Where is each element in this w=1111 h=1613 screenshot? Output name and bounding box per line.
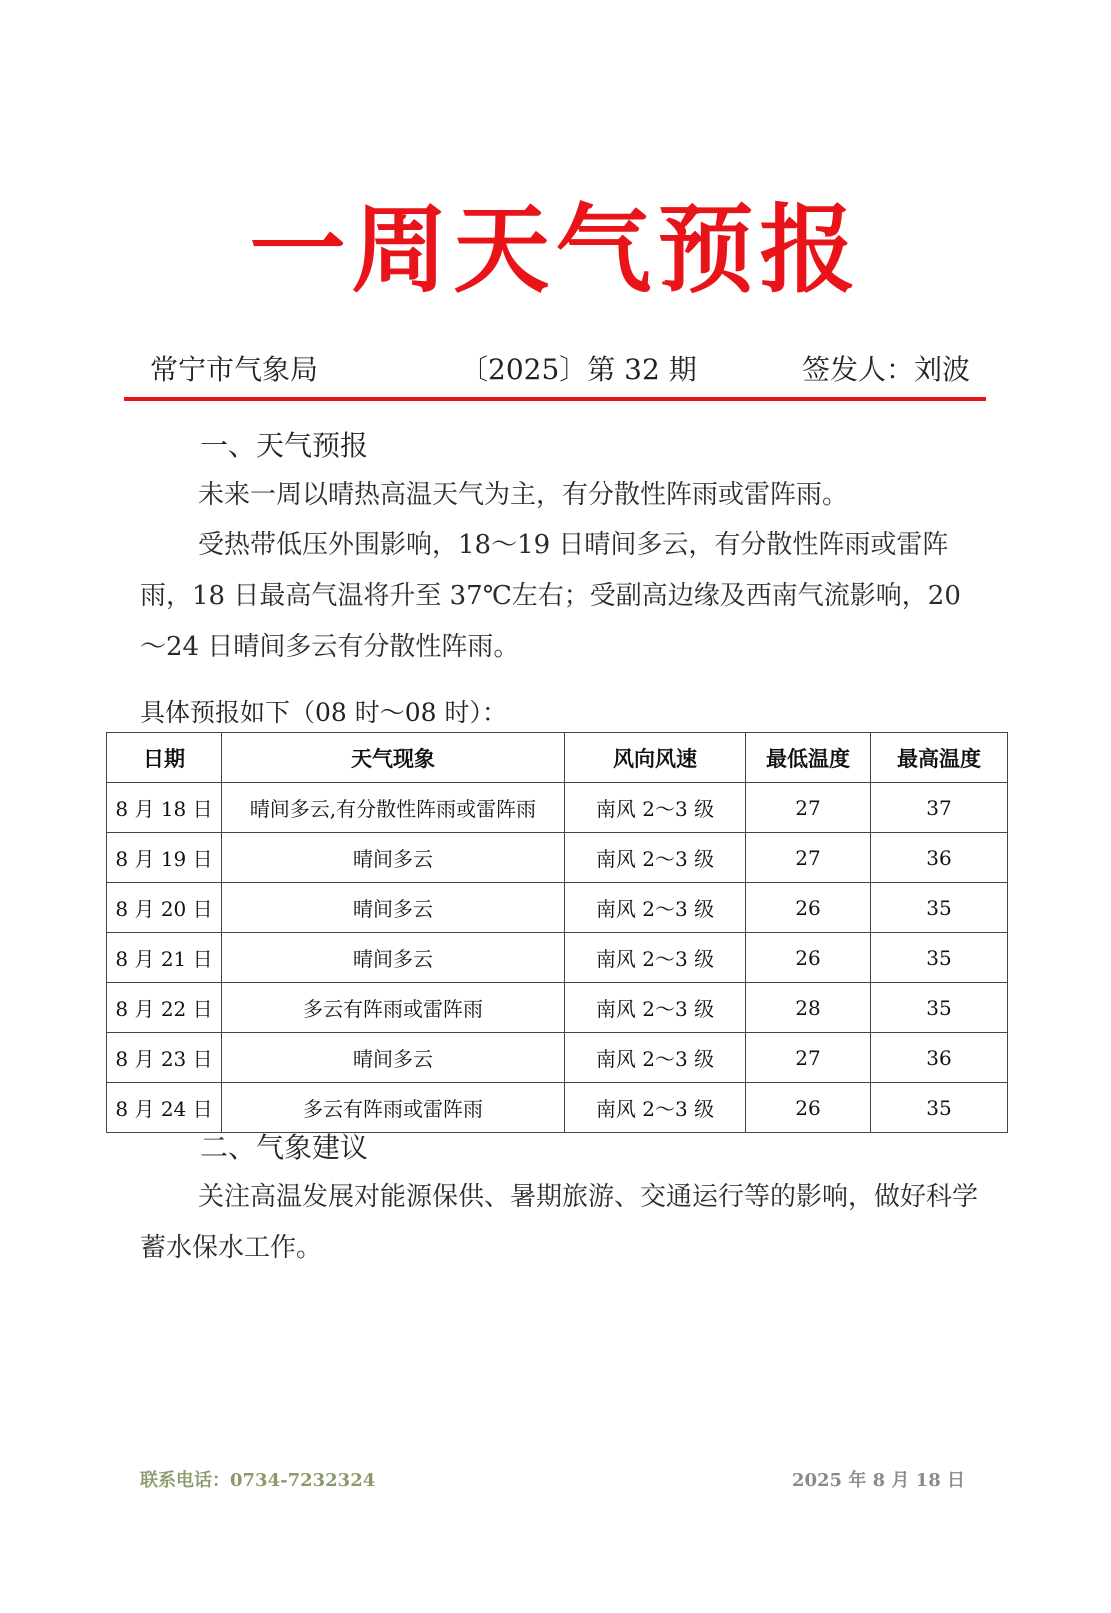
- cell-weather: 多云有阵雨或雷阵雨: [222, 983, 565, 1033]
- cell-min-temp: 28: [746, 983, 871, 1033]
- cell-weather: 晴间多云,有分散性阵雨或雷阵雨: [222, 783, 565, 833]
- table-row: [107, 833, 1008, 883]
- cell-date: 8 月 22 日: [107, 983, 222, 1033]
- cell-max-temp: 35: [871, 883, 1008, 933]
- table-row: [107, 933, 1008, 983]
- cell-wind: 南风 2～3 级: [565, 833, 746, 883]
- table-row: [107, 1033, 1008, 1083]
- issue-number: 〔2025〕第 32 期: [460, 353, 697, 386]
- cell-weather: 晴间多云: [222, 933, 565, 983]
- section-heading-forecast: 一、天气预报: [200, 429, 369, 462]
- cell-min-temp: 26: [746, 883, 871, 933]
- cell-min-temp: 27: [746, 1033, 871, 1083]
- cell-wind: 南风 2～3 级: [565, 1083, 746, 1133]
- section-heading-advice: 二、气象建议: [200, 1131, 369, 1164]
- cell-date: 8 月 24 日: [107, 1083, 222, 1133]
- table-row: [107, 1083, 1008, 1133]
- cell-date: 8 月 18 日: [107, 783, 222, 833]
- cell-max-temp: 37: [871, 783, 1008, 833]
- cell-wind: 南风 2～3 级: [565, 783, 746, 833]
- cell-weather: 晴间多云: [222, 1033, 565, 1083]
- table-row: [107, 983, 1008, 1033]
- cell-wind: 南风 2～3 级: [565, 1033, 746, 1083]
- cell-min-temp: 27: [746, 833, 871, 883]
- issue-header: [150, 350, 970, 390]
- col-header-wind: 风向风速: [565, 733, 746, 783]
- cell-weather: 晴间多云: [222, 883, 565, 933]
- issue-date: 2025 年 8 月 18 日: [791, 1470, 965, 1491]
- forecast-detail: 受热带低压外围影响，18～19 日晴间多云，有分散性阵雨或雷阵雨，18 日最高气温将升至 37℃左右；受副高边缘及西南气流影响，20～24 日晴间多云有分散性阵雨。: [140, 530, 961, 662]
- cell-max-temp: 35: [871, 933, 1008, 983]
- cell-date: 8 月 21 日: [107, 933, 222, 983]
- cell-min-temp: 26: [746, 933, 871, 983]
- cell-max-temp: 36: [871, 1033, 1008, 1083]
- col-header-max-temp: 最高温度: [871, 733, 1008, 783]
- col-header-weather: 天气现象: [222, 733, 565, 783]
- cell-max-temp: 35: [871, 1083, 1008, 1133]
- cell-min-temp: 26: [746, 1083, 871, 1133]
- advice-text: 关注高温发展对能源保供、暑期旅游、交通运行等的影响，做好科学蓄水保水工作。: [140, 1182, 979, 1263]
- table-row: [107, 883, 1008, 933]
- col-header-min-temp: 最低温度: [746, 733, 871, 783]
- contact-phone: 联系电话：0734-7232324: [140, 1470, 376, 1491]
- cell-weather: 晴间多云: [222, 833, 565, 883]
- cell-date: 8 月 19 日: [107, 833, 222, 883]
- cell-wind: 南风 2～3 级: [565, 933, 746, 983]
- issuing-org: 常宁市气象局: [150, 353, 319, 386]
- signer: 签发人：刘波: [801, 353, 970, 386]
- forecast-table: [106, 732, 1008, 1133]
- cell-weather: 多云有阵雨或雷阵雨: [222, 1083, 565, 1133]
- cell-min-temp: 27: [746, 783, 871, 833]
- header-divider: [124, 397, 986, 401]
- cell-max-temp: 36: [871, 833, 1008, 883]
- col-header-date: 日期: [107, 733, 222, 783]
- cell-date: 8 月 20 日: [107, 883, 222, 933]
- cell-date: 8 月 23 日: [107, 1033, 222, 1083]
- table-header-row: [107, 733, 1008, 783]
- forecast-summary: 未来一周以晴热高温天气为主，有分散性阵雨或雷阵雨。: [198, 480, 849, 510]
- table-row: [107, 783, 1008, 833]
- cell-max-temp: 35: [871, 983, 1008, 1033]
- table-caption: 具体预报如下（08 时～08 时）：: [140, 698, 508, 727]
- document-title: 一周天气预报: [249, 194, 862, 306]
- cell-wind: 南风 2～3 级: [565, 983, 746, 1033]
- cell-wind: 南风 2～3 级: [565, 883, 746, 933]
